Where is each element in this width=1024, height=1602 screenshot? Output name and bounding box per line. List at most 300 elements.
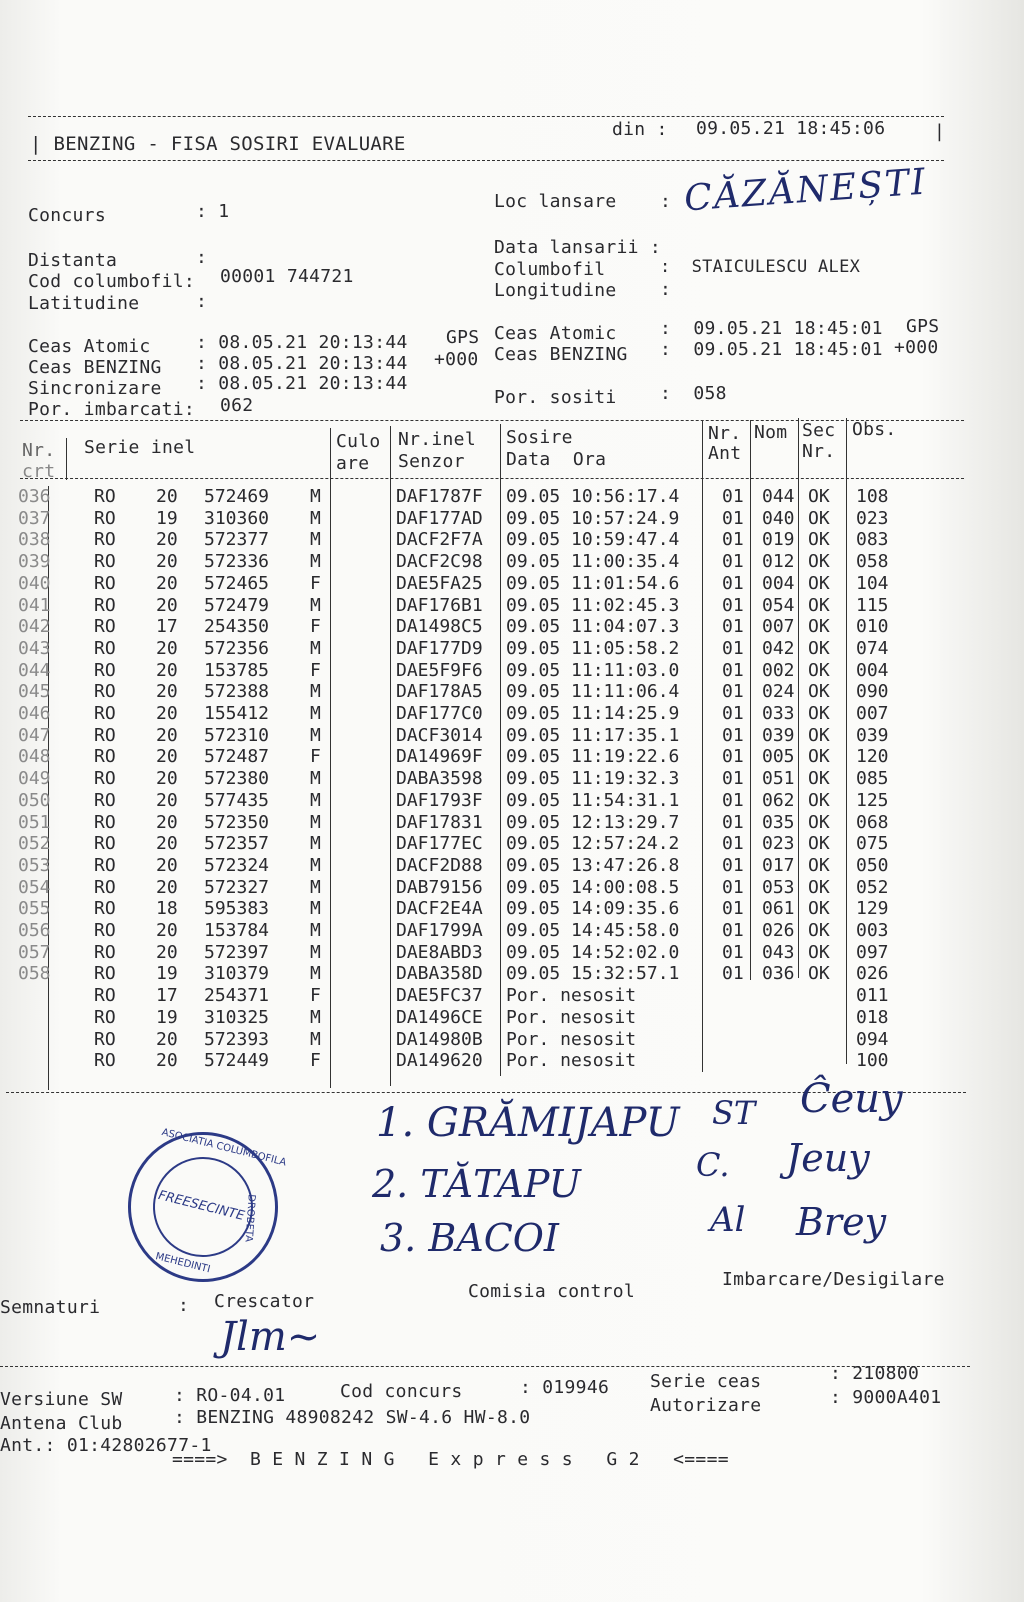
col-sep-1 xyxy=(66,438,67,480)
versiune-sw-label: Versiune SW xyxy=(0,1389,123,1410)
row-arrival: 09.05 14:45:58.0 xyxy=(506,920,680,941)
table-header-border xyxy=(20,478,964,479)
columbofil-label: Columbofil xyxy=(494,259,606,280)
table-row xyxy=(0,812,1024,834)
stamp-bottom-text: MEHEDINTI xyxy=(154,1251,212,1276)
row-country: RO xyxy=(94,551,116,573)
antena-club-value: : BENZING 48908242 SW-4.6 HW-8.0 xyxy=(174,1407,531,1428)
row-arrival: 09.05 10:59:47.4 xyxy=(506,529,680,551)
sheet-title: | BENZING - FISA SOSIRI EVALUARE xyxy=(30,133,406,155)
row-year: 20 xyxy=(156,789,178,811)
row-sensor: DAF1799A xyxy=(396,920,483,941)
row-sensor: DACF2C98 xyxy=(396,551,483,573)
row-crt: 052 xyxy=(18,833,51,855)
row-obs: 004 xyxy=(856,659,889,681)
row-sensor: DAF1787F xyxy=(396,486,483,507)
row-nom: 007 xyxy=(762,616,795,638)
row-year: 19 xyxy=(156,1006,178,1028)
row-country: RO xyxy=(94,594,116,616)
row-country: RO xyxy=(94,529,116,551)
row-sex: M xyxy=(310,854,321,876)
row-antenna: 01 xyxy=(722,833,744,855)
row-crt: 046 xyxy=(18,703,51,724)
table-row xyxy=(0,616,1024,638)
row-crt: 053 xyxy=(18,854,51,876)
ant-line: Ant.: 01:42802677-1 xyxy=(0,1435,212,1456)
row-crt: 058 xyxy=(18,963,51,985)
row-obs: 007 xyxy=(856,703,889,724)
row-ring-number: 572310 xyxy=(204,724,270,746)
row-sec: OK xyxy=(808,572,830,594)
table-row xyxy=(0,725,1024,747)
row-nom: 012 xyxy=(762,551,795,573)
row-crt: 042 xyxy=(18,616,51,638)
benzing-express-line: ====> B E N Z I N G E x p r e s s G 2 <==== xyxy=(172,1449,729,1470)
row-sec: OK xyxy=(808,746,830,768)
row-arrival: 09.05 11:19:22.6 xyxy=(506,746,680,768)
row-year: 20 xyxy=(156,941,178,963)
row-antenna: 01 xyxy=(722,616,744,638)
row-sec: OK xyxy=(808,529,830,551)
row-ring-number: 577435 xyxy=(204,789,270,811)
row-arrival: 09.05 11:11:06.4 xyxy=(506,681,680,703)
table-row xyxy=(0,790,1024,812)
row-obs: 050 xyxy=(856,854,889,876)
row-sex: M xyxy=(310,876,321,898)
row-obs: 094 xyxy=(856,1028,889,1050)
row-year: 20 xyxy=(156,551,178,573)
row-obs: 125 xyxy=(856,789,889,811)
versiune-sw-value: : RO-04.01 xyxy=(174,1385,286,1406)
row-crt: 049 xyxy=(18,768,51,790)
row-country: RO xyxy=(94,746,116,768)
row-sensor: DAF176B1 xyxy=(396,594,483,616)
row-obs: 108 xyxy=(856,486,889,507)
col-header-sec-nr: Nr. xyxy=(802,441,836,462)
row-country: RO xyxy=(94,616,116,638)
row-ring-number: 572336 xyxy=(204,551,270,573)
row-year: 20 xyxy=(156,1028,178,1050)
row-crt: 051 xyxy=(18,811,51,833)
row-sec: OK xyxy=(808,811,830,833)
row-sex: M xyxy=(310,507,321,529)
row-obs: 003 xyxy=(856,920,889,941)
stamp-center-text: FREESECINTE xyxy=(156,1188,246,1225)
row-sensor: DACF2E4A xyxy=(396,898,483,920)
row-ring-number: 153784 xyxy=(204,920,270,941)
row-sex: M xyxy=(310,486,321,507)
ceas-atomic-left-value: : 08.05.21 20:13:44 xyxy=(196,332,408,353)
row-year: 20 xyxy=(156,681,178,703)
col-header-sec: Sec xyxy=(802,420,836,441)
row-sensor: DAF177C0 xyxy=(396,703,483,724)
gps-right: GPS xyxy=(906,316,940,337)
row-year: 20 xyxy=(156,529,178,551)
row-country: RO xyxy=(94,507,116,529)
row-nom: 039 xyxy=(762,724,795,746)
table-row xyxy=(0,660,1024,682)
row-arrival: Por. nesosit xyxy=(506,1028,637,1050)
table-row xyxy=(0,1007,1024,1029)
row-antenna: 01 xyxy=(722,659,744,681)
row-year: 19 xyxy=(156,963,178,985)
row-obs: 018 xyxy=(856,1006,889,1028)
row-sec: OK xyxy=(808,941,830,963)
concurs-label: Concurs xyxy=(28,205,106,226)
row-obs: 085 xyxy=(856,768,889,790)
row-sec: OK xyxy=(808,551,830,573)
table-row xyxy=(0,1029,1024,1051)
col-header-culoare-2: are xyxy=(336,453,370,474)
row-sex: F xyxy=(310,616,321,638)
row-nom: 053 xyxy=(762,876,795,898)
longitudine-label: Longitudine xyxy=(494,280,617,301)
row-sensor: DAE8ABD3 xyxy=(396,941,483,963)
row-antenna: 01 xyxy=(722,941,744,963)
row-country: RO xyxy=(94,876,116,898)
row-ring-number: 572327 xyxy=(204,876,270,898)
ceas-atomic-left-label: Ceas Atomic xyxy=(28,336,151,357)
row-sex: M xyxy=(310,1028,321,1050)
row-sec: OK xyxy=(808,898,830,920)
row-sex: F xyxy=(310,985,321,1007)
row-country: RO xyxy=(94,1006,116,1028)
row-sex: M xyxy=(310,768,321,790)
row-antenna: 01 xyxy=(722,768,744,790)
cod-concurs-label: Cod concurs xyxy=(340,1381,463,1402)
row-obs: 068 xyxy=(856,811,889,833)
row-nom: 005 xyxy=(762,746,795,768)
distanta-value: : xyxy=(196,247,208,268)
row-crt: 039 xyxy=(18,551,51,573)
row-ring-number: 572449 xyxy=(204,1050,270,1072)
row-ring-number: 254350 xyxy=(204,616,270,638)
row-sensor: DAF177AD xyxy=(396,507,483,529)
row-ring-number: 572357 xyxy=(204,833,270,855)
row-obs: 026 xyxy=(856,963,889,985)
row-year: 17 xyxy=(156,616,178,638)
row-sex: M xyxy=(310,529,321,551)
row-sex: M xyxy=(310,963,321,985)
row-crt: 056 xyxy=(18,920,51,941)
table-row xyxy=(0,855,1024,877)
row-sex: M xyxy=(310,724,321,746)
row-ring-number: 153785 xyxy=(204,659,270,681)
col-header-sosire: Sosire xyxy=(506,427,573,448)
row-sex: F xyxy=(310,1050,321,1072)
row-obs: 097 xyxy=(856,941,889,963)
row-nom: 042 xyxy=(762,637,795,659)
row-sensor: DAF177D9 xyxy=(396,637,483,659)
handwritten-line-3: 3. BACOI xyxy=(380,1216,559,1260)
row-nom: 043 xyxy=(762,941,795,963)
row-sec: OK xyxy=(808,876,830,898)
row-ring-number: 155412 xyxy=(204,703,270,724)
row-year: 20 xyxy=(156,746,178,768)
row-arrival: 09.05 13:47:26.8 xyxy=(506,854,680,876)
row-sec: OK xyxy=(808,854,830,876)
row-sensor: DA1498C5 xyxy=(396,616,483,638)
row-country: RO xyxy=(94,811,116,833)
row-antenna: 01 xyxy=(722,920,744,941)
row-sex: M xyxy=(310,703,321,724)
row-antenna: 01 xyxy=(722,486,744,507)
row-crt: 054 xyxy=(18,876,51,898)
row-sensor: DA14980B xyxy=(396,1028,483,1050)
row-sex: M xyxy=(310,833,321,855)
row-nom: 004 xyxy=(762,572,795,594)
row-obs: 075 xyxy=(856,833,889,855)
latitudine-value: : xyxy=(196,291,208,312)
row-antenna: 01 xyxy=(722,854,744,876)
row-sensor: DA149620 xyxy=(396,1050,483,1072)
row-crt: 036 xyxy=(18,486,51,507)
row-antenna: 01 xyxy=(722,551,744,573)
row-arrival: 09.05 11:01:54.6 xyxy=(506,572,680,594)
row-country: RO xyxy=(94,985,116,1007)
table-row xyxy=(0,638,1024,660)
row-arrival: 09.05 11:05:58.2 xyxy=(506,637,680,659)
table-row xyxy=(0,529,1024,551)
row-country: RO xyxy=(94,963,116,985)
row-sensor: DAF1793F xyxy=(396,789,483,811)
por-sositi-label: Por. sositi xyxy=(494,387,617,408)
row-arrival: 09.05 11:17:35.1 xyxy=(506,724,680,746)
row-sensor: DABA358D xyxy=(396,963,483,985)
row-antenna: 01 xyxy=(722,746,744,768)
col-header-nom: Nom xyxy=(754,422,788,443)
cod-columbofil-value: 00001 744721 xyxy=(220,266,354,287)
row-obs: 083 xyxy=(856,529,889,551)
signature-initials-3: Al xyxy=(710,1200,746,1240)
row-sensor: DAF178A5 xyxy=(396,681,483,703)
row-sensor: DA1496CE xyxy=(396,1006,483,1028)
table-row xyxy=(0,573,1024,595)
columbofil-value: : STAICULESCU ALEX xyxy=(660,257,861,277)
row-year: 20 xyxy=(156,920,178,941)
row-antenna: 01 xyxy=(722,572,744,594)
row-sec: OK xyxy=(808,833,830,855)
row-sec: OK xyxy=(808,768,830,790)
header-end-bar: | xyxy=(934,121,946,142)
row-crt: 041 xyxy=(18,594,51,616)
table-row xyxy=(0,768,1024,790)
row-nom: 017 xyxy=(762,854,795,876)
cod-columbofil-label: Cod columbofil: xyxy=(28,271,196,292)
longitudine-value: : xyxy=(660,279,672,300)
table-row xyxy=(0,942,1024,964)
row-obs: 039 xyxy=(856,724,889,746)
row-sensor: DAE5FC37 xyxy=(396,985,483,1007)
row-sensor: DACF3014 xyxy=(396,724,483,746)
row-sex: F xyxy=(310,572,321,594)
row-sec: OK xyxy=(808,789,830,811)
row-obs: 010 xyxy=(856,616,889,638)
row-sec: OK xyxy=(808,507,830,529)
col-header-culoare: Culo xyxy=(336,431,381,452)
table-row xyxy=(0,1050,1024,1072)
ceas-benzing-left-value: : 08.05.21 20:13:44 xyxy=(196,353,408,374)
table-row xyxy=(0,898,1024,920)
row-arrival: 09.05 11:14:25.9 xyxy=(506,703,680,724)
row-sex: M xyxy=(310,811,321,833)
row-crt: 057 xyxy=(18,941,51,963)
data-lansarii-label: Data lansarii : xyxy=(494,237,662,258)
row-sensor: DAB79156 xyxy=(396,876,483,898)
row-crt: 045 xyxy=(18,681,51,703)
row-obs: 011 xyxy=(856,985,889,1007)
row-arrival: Por. nesosit xyxy=(506,1006,637,1028)
row-antenna: 01 xyxy=(722,507,744,529)
row-sensor: DACF2F7A xyxy=(396,529,483,551)
ceas-atomic-right-value: : 09.05.21 18:45:01 xyxy=(660,318,883,339)
signature-initials-2: C. xyxy=(696,1146,730,1184)
row-crt: 055 xyxy=(18,898,51,920)
loc-lansare-colon: : xyxy=(660,191,672,212)
row-antenna: 01 xyxy=(722,529,744,551)
table-row xyxy=(0,963,1024,985)
stamp-right-text: DROBETA xyxy=(242,1193,257,1243)
imbarcare-desigilare-label: Imbarcare/Desigilare xyxy=(722,1269,945,1290)
table-row xyxy=(0,877,1024,899)
row-sex: M xyxy=(310,898,321,920)
row-year: 20 xyxy=(156,572,178,594)
handwritten-line-1: 1. GRĂMIJAPU xyxy=(376,1100,680,1146)
row-ring-number: 310379 xyxy=(204,963,270,985)
row-country: RO xyxy=(94,854,116,876)
row-country: RO xyxy=(94,572,116,594)
table-row xyxy=(0,595,1024,617)
row-obs: 129 xyxy=(856,898,889,920)
row-year: 20 xyxy=(156,833,178,855)
row-sex: M xyxy=(310,1006,321,1028)
crescator-label: Crescator xyxy=(214,1291,315,1312)
row-sex: M xyxy=(310,789,321,811)
row-ring-number: 310325 xyxy=(204,1006,270,1028)
por-sositi-value: : 058 xyxy=(660,383,727,404)
row-arrival: 09.05 11:00:35.4 xyxy=(506,551,680,573)
footer-top-border xyxy=(0,1366,970,1367)
row-obs: 100 xyxy=(856,1050,889,1072)
club-stamp xyxy=(112,1116,294,1298)
col-header-senzor: Senzor xyxy=(398,451,465,472)
comisia-control-label: Comisia control xyxy=(468,1281,636,1302)
row-country: RO xyxy=(94,659,116,681)
cod-concurs-value: : 019946 xyxy=(520,1377,610,1398)
row-country: RO xyxy=(94,703,116,724)
row-ring-number: 572479 xyxy=(204,594,270,616)
row-country: RO xyxy=(94,768,116,790)
signature-2: Jeuy xyxy=(786,1136,870,1180)
row-arrival: 09.05 14:09:35.6 xyxy=(506,898,680,920)
row-sec: OK xyxy=(808,594,830,616)
ceas-benzing-right-label: Ceas BENZING xyxy=(494,344,628,365)
row-crt: 043 xyxy=(18,637,51,659)
row-sensor: DAF17831 xyxy=(396,811,483,833)
col-header-nr-ant: Nr. xyxy=(708,423,742,444)
col-header-crt: crt xyxy=(22,461,56,482)
row-sec: OK xyxy=(808,724,830,746)
row-ring-number: 310360 xyxy=(204,507,270,529)
sincronizare-label: Sincronizare xyxy=(28,378,162,399)
loc-lansare-label: Loc lansare xyxy=(494,191,617,212)
row-year: 19 xyxy=(156,507,178,529)
row-sensor: DA14969F xyxy=(396,746,483,768)
row-sex: M xyxy=(310,920,321,941)
row-antenna: 01 xyxy=(722,681,744,703)
row-sec: OK xyxy=(808,703,830,724)
handwritten-line-2: 2. TĂTAPU xyxy=(372,1162,581,1206)
signature-1: Ĉeuy xyxy=(800,1076,903,1122)
row-country: RO xyxy=(94,941,116,963)
row-sec: OK xyxy=(808,920,830,941)
table-row xyxy=(0,746,1024,768)
row-country: RO xyxy=(94,833,116,855)
row-sex: M xyxy=(310,637,321,659)
row-arrival: 09.05 14:52:02.0 xyxy=(506,941,680,963)
row-nom: 023 xyxy=(762,833,795,855)
row-ring-number: 572465 xyxy=(204,572,270,594)
gps-left: GPS xyxy=(446,327,480,348)
autorizare-value: : 9000A401 xyxy=(830,1387,942,1408)
row-ring-number: 572388 xyxy=(204,681,270,703)
row-crt: 044 xyxy=(18,659,51,681)
row-ring-number: 572393 xyxy=(204,1028,270,1050)
row-ring-number: 572356 xyxy=(204,637,270,659)
row-antenna: 01 xyxy=(722,811,744,833)
row-obs: 090 xyxy=(856,681,889,703)
row-obs: 052 xyxy=(856,876,889,898)
row-year: 20 xyxy=(156,703,178,724)
row-arrival: 09.05 15:32:57.1 xyxy=(506,963,680,985)
stamp-top-text: ASOCIATIA COLUMBOFILA xyxy=(160,1126,288,1169)
row-country: RO xyxy=(94,1028,116,1050)
row-nom: 019 xyxy=(762,529,795,551)
row-obs: 023 xyxy=(856,507,889,529)
row-sex: F xyxy=(310,659,321,681)
row-nom: 054 xyxy=(762,594,795,616)
semnaturi-colon: : xyxy=(178,1295,190,1316)
row-obs: 104 xyxy=(856,572,889,594)
row-country: RO xyxy=(94,637,116,659)
row-year: 20 xyxy=(156,486,178,507)
semnaturi-label: Semnaturi xyxy=(0,1297,101,1318)
row-country: RO xyxy=(94,920,116,941)
row-year: 20 xyxy=(156,724,178,746)
antena-club-label: Antena Club xyxy=(0,1413,123,1434)
row-nom: 051 xyxy=(762,768,795,790)
row-nom: 024 xyxy=(762,681,795,703)
table-row xyxy=(0,551,1024,573)
row-arrival: 09.05 11:04:07.3 xyxy=(506,616,680,638)
header-top-border xyxy=(28,116,944,117)
row-sensor: DAE5FA25 xyxy=(396,572,483,594)
row-arrival: Por. nesosit xyxy=(506,985,637,1007)
row-antenna: 01 xyxy=(722,724,744,746)
row-arrival: 09.05 11:11:03.0 xyxy=(506,659,680,681)
sheet-date-label: din : xyxy=(612,119,668,140)
row-obs: 058 xyxy=(856,551,889,573)
ceas-atomic-right-label: Ceas Atomic xyxy=(494,323,617,344)
row-arrival: 09.05 14:00:08.5 xyxy=(506,876,680,898)
table-row xyxy=(0,833,1024,855)
row-antenna: 01 xyxy=(722,703,744,724)
row-sec: OK xyxy=(808,963,830,985)
row-year: 20 xyxy=(156,811,178,833)
ceas-benzing-right-value: : 09.05.21 18:45:01 xyxy=(660,339,883,360)
row-year: 20 xyxy=(156,594,178,616)
row-ring-number: 595383 xyxy=(204,898,270,920)
